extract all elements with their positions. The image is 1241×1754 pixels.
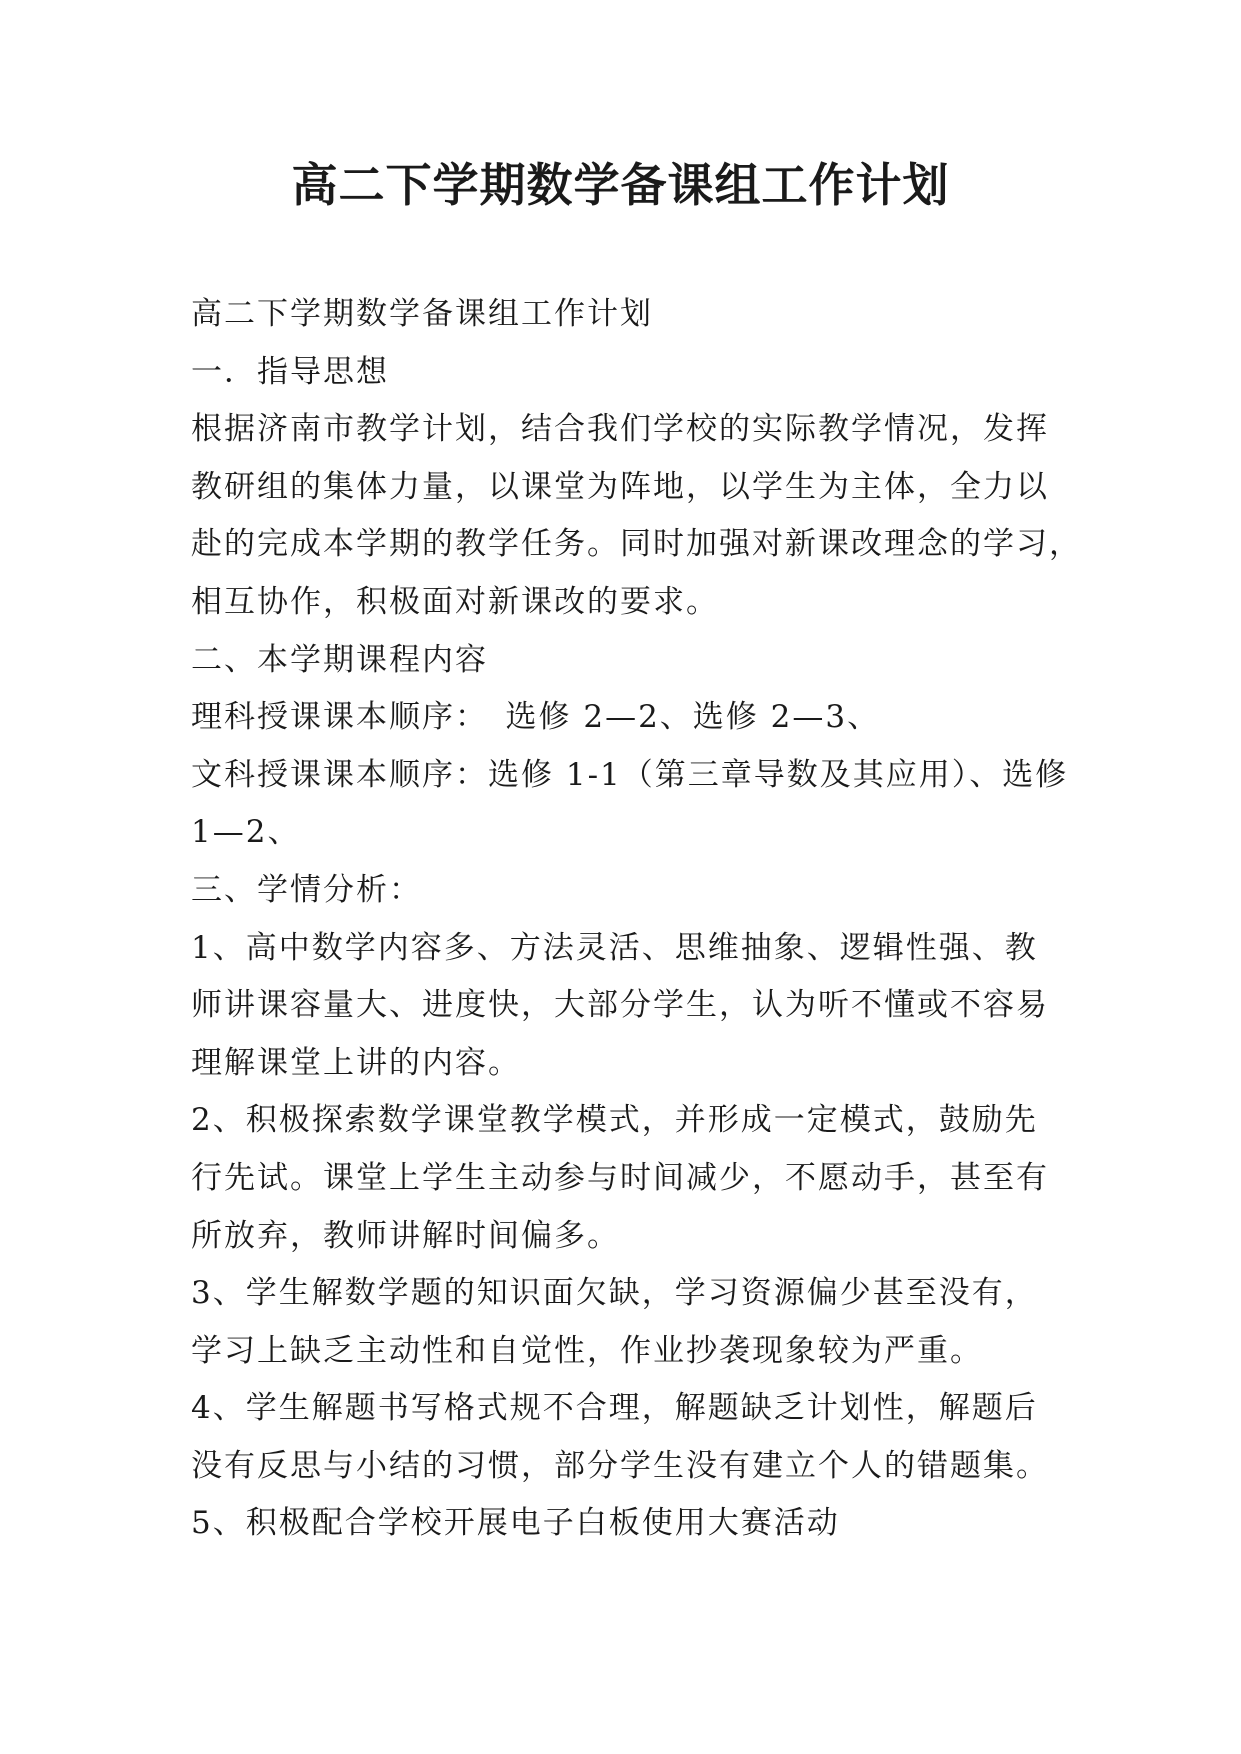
text-line: 高二下学期数学备课组工作计划 <box>191 296 653 332</box>
text-line: 没有反思与小结的习惯，部分学生没有建立个人的错题集。 <box>191 1447 1049 1484</box>
text-line: 文科授课课本顺序：选修 1-1（第三章导数及其应用）、选修 <box>191 756 1069 793</box>
section-heading: 一．指导思想 <box>191 353 389 390</box>
text-line: 赴的完成本学期的教学任务。同时加强对新课改理念的学习， <box>191 526 1082 563</box>
text-line: 师讲课容量大、进度快，大部分学生，认为听不懂或不容易 <box>191 987 1049 1024</box>
text-line: 3、学生解数学题的知识面欠缺，学习资源偏少甚至没有， <box>191 1275 1038 1312</box>
text-line: 理解课堂上讲的内容。 <box>191 1044 521 1081</box>
text-line: 教研组的集体力量，以课堂为阵地，以学生为主体，全力以 <box>191 468 1049 505</box>
text-line: 1、高中数学内容多、方法灵活、思维抽象、逻辑性强、教 <box>191 929 1038 966</box>
document-title: 高二下学期数学备课组工作计划 <box>291 158 950 212</box>
text-line: 4、学生解题书写格式规不合理，解题缺乏计划性，解题后 <box>191 1390 1038 1427</box>
document-body <box>191 286 1091 1553</box>
text-line: 相互协作，积极面对新课改的要求。 <box>191 583 719 620</box>
text-line: 1—2、 <box>191 814 301 851</box>
text-line: 理科授课课本顺序： 选修 2—2、选修 2—3、 <box>191 699 881 736</box>
section-heading: 二、本学期课程内容 <box>191 641 488 678</box>
text-line: 5、积极配合学校开展电子白板使用大赛活动 <box>191 1505 840 1542</box>
text-line: 学习上缺乏主动性和自觉性，作业抄袭现象较为严重。 <box>191 1332 983 1369</box>
text-line: 所放弃，教师讲解时间偏多。 <box>191 1217 620 1254</box>
text-line: 根据济南市教学计划，结合我们学校的实际教学情况，发挥 <box>191 411 1049 448</box>
section-heading: 三、学情分析： <box>191 871 422 908</box>
text-line: 2、积极探索数学课堂教学模式，并形成一定模式，鼓励先 <box>191 1102 1038 1139</box>
text-line: 行先试。课堂上学生主动参与时间减少，不愿动手，甚至有 <box>191 1159 1049 1196</box>
